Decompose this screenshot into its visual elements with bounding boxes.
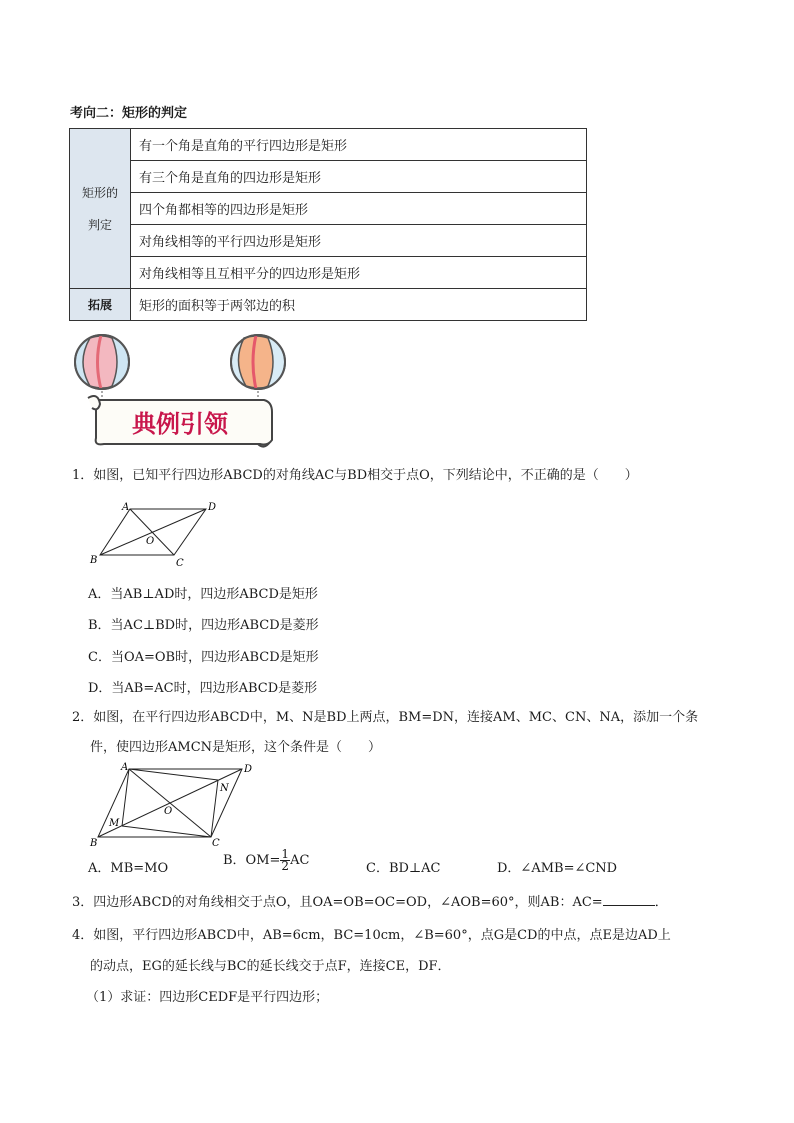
- q2-option-d: D．∠AMB=∠CND: [497, 861, 618, 876]
- q1-option-c: C．当OA=OB时，四边形ABCD是矩形: [88, 650, 319, 665]
- q1-label-o: O: [146, 536, 155, 547]
- balloon-left-icon: [75, 335, 129, 400]
- q2-option-b: [223, 849, 309, 872]
- q3: [72, 893, 668, 913]
- criteria-rule-2: 有三个角是直角的四边形是矩形: [131, 161, 587, 193]
- q2-option-c: C．BD⊥AC: [366, 861, 441, 876]
- criteria-label-line1: 矩形的: [81, 185, 118, 200]
- balloon-right-icon: [231, 335, 285, 400]
- q1-figure: [84, 498, 229, 570]
- q2-option-b-denominator: 2: [281, 859, 290, 873]
- banner-title: 典例引领: [132, 409, 228, 438]
- q2-label-n: N: [220, 783, 229, 794]
- q2-option-b-prefix: B．OM=: [223, 853, 281, 868]
- q2-label-b: B: [90, 838, 98, 849]
- q2-option-b-fraction: [280, 849, 290, 872]
- q4-stem-line1: 4．如图，平行四边形ABCD中，AB=6cm，BC=10cm，∠B=60°，点G是CD的中点，点E是边AD上: [72, 928, 671, 943]
- criteria-rule-1: 有一个角是直角的平行四边形是矩形: [131, 129, 587, 161]
- q2-label-c: C: [212, 838, 220, 849]
- q3-end: ．: [654, 895, 668, 910]
- criteria-label-cell: [70, 129, 131, 289]
- q3-stem: 3．四边形ABCD的对角线相交于点O，且OA=OB=OC=OD，∠AOB=60°，则AB：AC=: [72, 895, 603, 910]
- q2-stem-line2: 件，使四边形AMCN是矩形，这个条件是（ ）: [90, 740, 382, 755]
- q2-option-b-suffix: AC: [290, 853, 310, 868]
- q2-label-a: A: [121, 762, 129, 773]
- q2-figure: [84, 760, 254, 850]
- q3-answer-blank[interactable]: [603, 893, 655, 906]
- q2-label-o: O: [164, 806, 173, 817]
- criteria-rule-5: 对角线相等且互相平分的四边形是矩形: [131, 257, 587, 289]
- q1-option-b: B．当AC⊥BD时，四边形ABCD是菱形: [88, 618, 319, 633]
- q2-option-a: A．MB=MO: [88, 861, 169, 876]
- q1-label-c: C: [176, 558, 184, 569]
- rectangle-criteria-table: [69, 128, 587, 321]
- extension-text: 矩形的面积等于两邻边的积: [131, 289, 587, 321]
- criteria-rule-4: 对角线相等的平行四边形是矩形: [131, 225, 587, 257]
- q1-label-a: A: [122, 502, 130, 513]
- extension-label: 拓展: [70, 289, 131, 321]
- criteria-rule-3: 四个角都相等的四边形是矩形: [131, 193, 587, 225]
- q4-part1: （1）求证：四边形CEDF是平行四边形；: [86, 990, 329, 1005]
- q1-option-a: A．当AB⊥AD时，四边形ABCD是矩形: [88, 587, 318, 602]
- q2-option-b-numerator: 1: [281, 847, 290, 861]
- q2-stem-line1: 2．如图，在平行四边形ABCD中，M、N是BD上两点，BM=DN，连接AM、MC、CN、NA，添加一个条: [72, 710, 699, 725]
- section-title: 考向二：矩形的判定: [70, 106, 188, 121]
- criteria-label-line2: 判定: [87, 217, 112, 232]
- q2-label-d: D: [244, 764, 253, 775]
- q1-stem: 1．如图，已知平行四边形ABCD的对角线AC与BD相交于点O，下列结论中，不正确的是（ ）: [72, 468, 638, 483]
- q1-label-d: D: [208, 502, 217, 513]
- example-banner: [64, 332, 296, 450]
- q2-label-m: M: [109, 818, 120, 829]
- q4-stem-line2: 的动点，EG的延长线与BC的延长线交于点F，连接CE，DF．: [90, 959, 451, 974]
- q1-option-d: D．当AB=AC时，四边形ABCD是菱形: [88, 681, 318, 696]
- q1-label-b: B: [90, 555, 98, 566]
